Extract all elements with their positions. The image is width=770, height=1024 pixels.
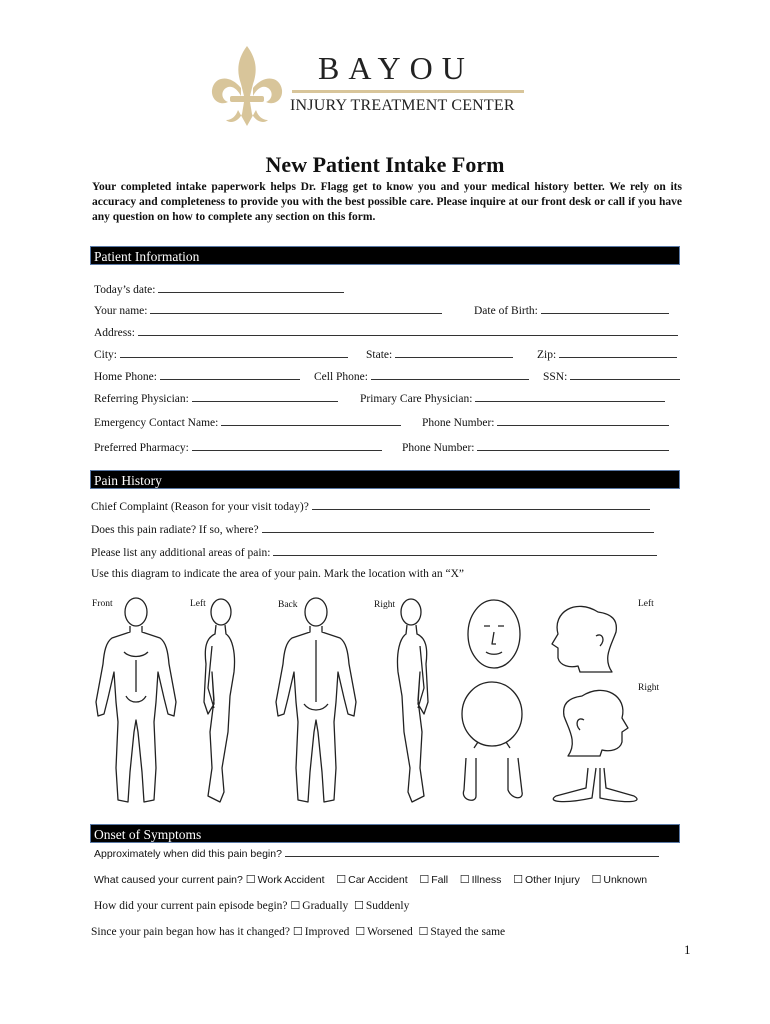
radiate-row — [91, 521, 654, 537]
radiate-label: Does this pain radiate? If so, where? — [91, 524, 259, 536]
head-top-figure — [462, 682, 522, 748]
pharmacy-row — [94, 439, 382, 455]
cell-phone-field[interactable] — [371, 368, 529, 380]
brand-subtitle: INJURY TREATMENT CENTER — [290, 97, 515, 114]
diagram-label-head-left: Left — [638, 599, 654, 609]
change-stayed-same: Stayed the same — [430, 926, 506, 938]
checkbox-suddenly[interactable]: ☐ — [354, 899, 364, 912]
primary-row — [360, 390, 665, 406]
begin-row — [94, 898, 409, 914]
primary-field[interactable] — [475, 390, 665, 402]
your-name-label: Your name: — [94, 305, 148, 317]
referring-field[interactable] — [192, 390, 338, 402]
checkbox-work-accident[interactable]: ☐ — [245, 873, 256, 886]
body-right-figure — [397, 599, 428, 802]
primary-label: Primary Care Physician: — [360, 393, 473, 405]
onset-when-label: Approximately when did this pain begin? — [94, 848, 282, 860]
onset-when-row — [94, 845, 659, 861]
cell-phone-row — [314, 368, 529, 384]
brand-rule — [292, 90, 524, 93]
referring-label: Referring Physician: — [94, 393, 189, 405]
body-diagram[interactable] — [88, 592, 688, 812]
pharmacy-phone-field[interactable] — [477, 439, 669, 451]
begin-question: How did your current pain episode begin? — [94, 900, 288, 912]
pharmacy-field[interactable] — [192, 439, 382, 451]
section-pain-history: Pain History — [90, 470, 680, 489]
diagram-label-head-right: Right — [638, 683, 660, 693]
city-row — [94, 346, 348, 362]
todays-date-row — [94, 281, 344, 297]
cause-fall: Fall — [431, 874, 449, 886]
head-front-figure — [468, 600, 520, 668]
address-row — [94, 324, 678, 340]
checkbox-gradually[interactable]: ☐ — [290, 899, 301, 912]
feet-front-figure — [463, 758, 522, 800]
todays-date-label: Today’s date: — [94, 284, 156, 296]
radiate-field[interactable] — [262, 521, 654, 533]
ssn-label: SSN: — [543, 371, 568, 383]
cause-illness: Illness — [471, 874, 502, 886]
cell-phone-label: Cell Phone: — [314, 371, 368, 383]
dob-field[interactable] — [541, 302, 669, 314]
home-phone-label: Home Phone: — [94, 371, 157, 383]
pharmacy-phone-row — [402, 439, 669, 455]
additional-pain-field[interactable] — [273, 544, 657, 556]
pharmacy-label: Preferred Pharmacy: — [94, 442, 189, 454]
onset-when-field[interactable] — [285, 845, 659, 857]
todays-date-field[interactable] — [158, 281, 344, 293]
checkbox-fall[interactable]: ☐ — [419, 873, 430, 886]
cause-work-accident: Work Accident — [257, 874, 325, 886]
checkbox-illness[interactable]: ☐ — [459, 873, 470, 886]
section-onset-of-symptoms: Onset of Symptoms — [90, 824, 680, 843]
city-field[interactable] — [120, 346, 348, 358]
referring-row — [94, 390, 338, 406]
body-left-figure — [204, 599, 235, 802]
chief-complaint-row — [91, 498, 650, 514]
intro-text: Your completed intake paperwork helps Dr. Flagg get to know you and your medical history better. We rely on its accuracy and completeness to provide you with the best possible care. Please inquire at our front desk or call if you have any question on how to complete any section on this form. — [92, 181, 682, 223]
section-patient-information: Patient Information — [90, 246, 680, 265]
checkbox-worsened[interactable]: ☐ — [355, 925, 366, 938]
cause-car-accident: Car Accident — [348, 874, 408, 886]
checkbox-improved[interactable]: ☐ — [292, 925, 303, 938]
cause-unknown: Unknown — [603, 874, 648, 886]
change-improved: Improved — [304, 926, 350, 938]
pharmacy-phone-label: Phone Number: — [402, 442, 475, 454]
page-title: New Patient Intake Form — [265, 152, 505, 177]
emergency-phone-field[interactable] — [497, 414, 669, 426]
begin-gradually: Gradually — [302, 900, 349, 912]
ssn-row — [543, 368, 680, 384]
fleur-de-lis-icon — [208, 44, 286, 128]
city-label: City: — [94, 349, 118, 361]
address-label: Address: — [94, 327, 135, 339]
body-back-figure — [276, 598, 356, 802]
dob-label: Date of Birth: — [474, 305, 538, 317]
change-row — [91, 924, 505, 940]
emergency-row — [94, 414, 401, 430]
checkbox-unknown[interactable]: ☐ — [591, 873, 602, 886]
dob-row — [474, 302, 669, 318]
zip-field[interactable] — [559, 346, 677, 358]
checkbox-other-injury[interactable]: ☐ — [513, 873, 523, 886]
diagram-label-left: Left — [190, 599, 206, 609]
zip-row — [537, 346, 677, 362]
change-question: Since your pain began how has it changed? — [91, 926, 290, 938]
cause-question: What caused your current pain? — [94, 874, 243, 886]
additional-pain-row — [91, 544, 657, 560]
state-field[interactable] — [395, 346, 513, 358]
chief-complaint-field[interactable] — [312, 498, 650, 510]
diagram-label-front: Front — [92, 599, 113, 609]
feet-side-figure — [553, 768, 637, 802]
emergency-phone-row — [422, 414, 669, 430]
head-left-figure — [552, 606, 616, 672]
zip-label: Zip: — [537, 349, 557, 361]
diagram-instructions: Use this diagram to indicate the area of your pain. Mark the location with an “X” — [91, 568, 464, 580]
emergency-field[interactable] — [221, 414, 401, 426]
diagram-label-back: Back — [278, 600, 298, 610]
checkbox-car-accident[interactable]: ☐ — [336, 873, 347, 886]
diagram-label-right: Right — [374, 600, 396, 610]
name-row — [94, 302, 442, 318]
ssn-field[interactable] — [570, 368, 680, 380]
body-front-figure — [96, 598, 176, 802]
emergency-label: Emergency Contact Name: — [94, 417, 219, 429]
address-field[interactable] — [138, 324, 678, 336]
state-label: State: — [366, 349, 393, 361]
head-right-figure — [564, 690, 628, 756]
brand-name: BAYOU — [318, 50, 474, 86]
checkbox-stayed-same[interactable]: ☐ — [418, 925, 429, 938]
additional-pain-label: Please list any additional areas of pain: — [91, 547, 271, 559]
page-number: 1 — [684, 942, 691, 957]
begin-suddenly: Suddenly — [365, 900, 410, 912]
cause-other-injury: Other Injury — [524, 874, 580, 886]
chief-complaint-label: Chief Complaint (Reason for your visit today)? — [91, 501, 309, 513]
your-name-field[interactable] — [150, 302, 442, 314]
home-phone-field[interactable] — [160, 368, 300, 380]
cause-row — [94, 872, 647, 888]
emergency-phone-label: Phone Number: — [422, 417, 495, 429]
change-worsened: Worsened — [367, 926, 413, 938]
state-row — [366, 346, 513, 362]
home-phone-row — [94, 368, 300, 384]
